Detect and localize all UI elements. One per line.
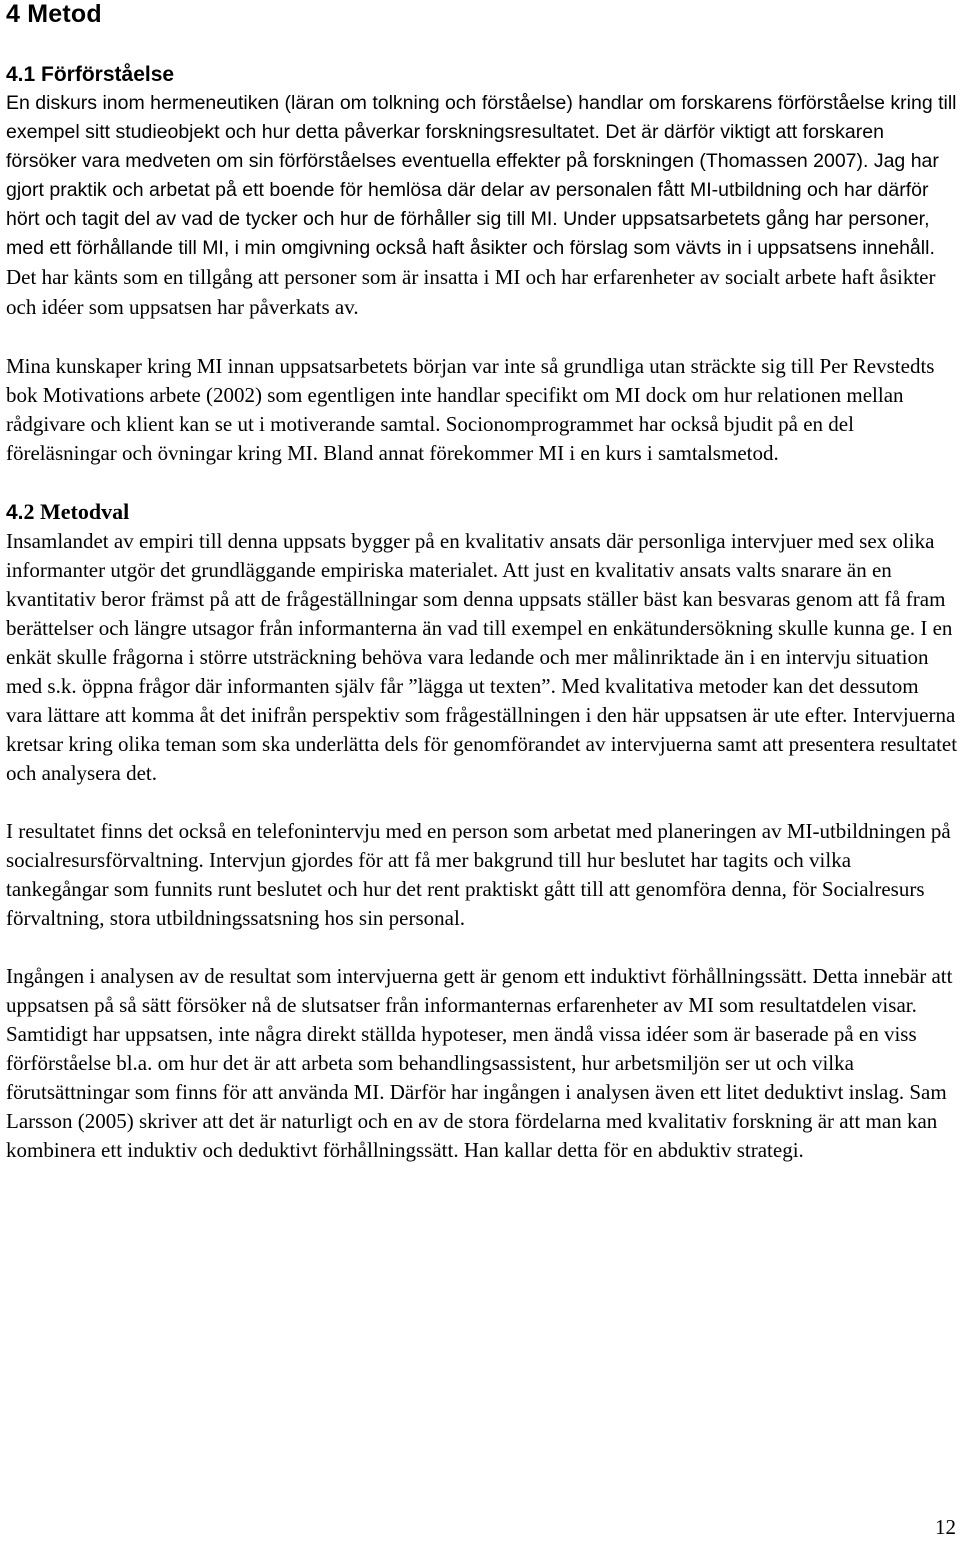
document-page bbox=[6, 0, 958, 1165]
section-heading-metodval-text: 2 Metodval bbox=[23, 499, 130, 524]
section-heading-metodval bbox=[6, 497, 958, 527]
paragraph-metodval-1: Insamlandet av empiri till denna uppsats bygger på en kvalitativ ansats där personliga intervjuer med sex olika informanter utgör det grundläggande empiriska materialet. Att just en kvalitativ ansats valts snarare än en kvantitativ beror främst på att de frågeställningar som denna uppsats ställer bäst kan besvaras genom att få fram berättelser och längre utsagor från informanterna än vad till exempel en enkätundersökning skulle kunna ge. I en enkät skulle frågorna i större utsträckning behöva vara ledande och mer målinriktade än i en intervju situation med s.k. öppna frågor där informanten själv får ”lägga ut texten”. Med kvalitativa metoder kan det dessutom vara lättare att komma åt det inifrån perspektiv som frågeställningen i den här uppsatsen är ute efter. Intervjuerna kretsar kring olika teman som ska underlätta dels för genomförandet av intervjuerna samt att presentera resultatet och analysera det. bbox=[6, 529, 958, 785]
chapter-heading: 4 Metod bbox=[6, 0, 102, 28]
page-number: 12 bbox=[935, 1515, 956, 1539]
section-heading-metodval-number: 4. bbox=[6, 501, 24, 524]
section-heading-forforstaelse: 4.1 Förförståelse bbox=[6, 63, 175, 86]
paragraph-forforstaelse-1-part-a: En diskurs inom hermeneutiken (läran om tolkning och förståelse) handlar om forskarens förförståelse kring till exempel sitt studieobjekt och hur detta påverkar forskningsresultatet. Det är därför viktigt att forskaren försöker vara medveten om sin förförståelses eventuella effekter på forskningen (Thomassen 2007). bbox=[6, 92, 957, 172]
paragraph-metodval-2: I resultatet finns det också en telefonintervju med en person som arbetat med planeringen av MI-utbildningen på socialresursförvaltning. Intervjun gjordes för att få mer bakgrund till hur beslutet har tagits och vilka tankegångar som funnits runt beslutet och hur det rent praktiskt gått till att genomföra denna, för Socialresurs förvaltning, stora utbildningssatsning hos sin personal. bbox=[6, 819, 951, 930]
paragraph-forforstaelse-1-part-c: Det har känts som en tillgång att personer som är insatta i MI och har erfarenheter av socialt arbete haft åsikter och idéer som uppsatsen har påverkats av. bbox=[6, 265, 936, 319]
paragraph-forforstaelse-1 bbox=[6, 89, 958, 323]
paragraph-metodval-3: Ingången i analysen av de resultat som intervjuerna gett är genom ett induktivt förhållningssätt. Detta innebär att uppsatsen på så sätt försöker nå de slutsatser från informanternas erfarenheter av MI som resultatdelen visar. Samtidigt har uppsatsen, inte några direkt ställda hypoteser, men ändå vissa idéer som är baserade på en viss förförståelse bl.a. om hur det är att arbeta som behandlingsassistent, hur arbetsmiljön ser ut och vilka förutsättningar som finns för att använda MI. Därför har ingången i analysen även ett litet deduktivt inslag. Sam Larsson (2005) skriver att det är naturligt och en av de stora fördelarna med kvalitativ forskning är att man kan kombinera ett induktiv och deduktivt förhållningssätt. Han kallar detta för en abduktiv strategi. bbox=[6, 964, 953, 1162]
paragraph-forforstaelse-2: Mina kunskaper kring MI innan uppsatsarbetets början var inte så grundliga utan sträckte sig till Per Revstedts bok Motivations arbete (2002) som egentligen inte handlar specifikt om MI dock om hur relationen mellan rådgivare och klient kan se ut i motiverande samtal. Socionomprogrammet har också bjudit på en del föreläsningar och övningar kring MI. Bland annat förekommer MI i en kurs i samtalsmetod. bbox=[6, 354, 935, 465]
paragraph-forforstaelse-1-part-b: Jag har gjort praktik och arbetat på ett boende för hemlösa där delar av personalen fått MI-utbildning och har därför hört och tagit del av vad de tycker och hur de förhåller sig till MI. Under uppsatsarbetets gång har personer, med ett förhållande till MI, i min omgivning också haft åsikter och förslag som vävts in i uppsatsens innehåll. bbox=[6, 150, 939, 259]
